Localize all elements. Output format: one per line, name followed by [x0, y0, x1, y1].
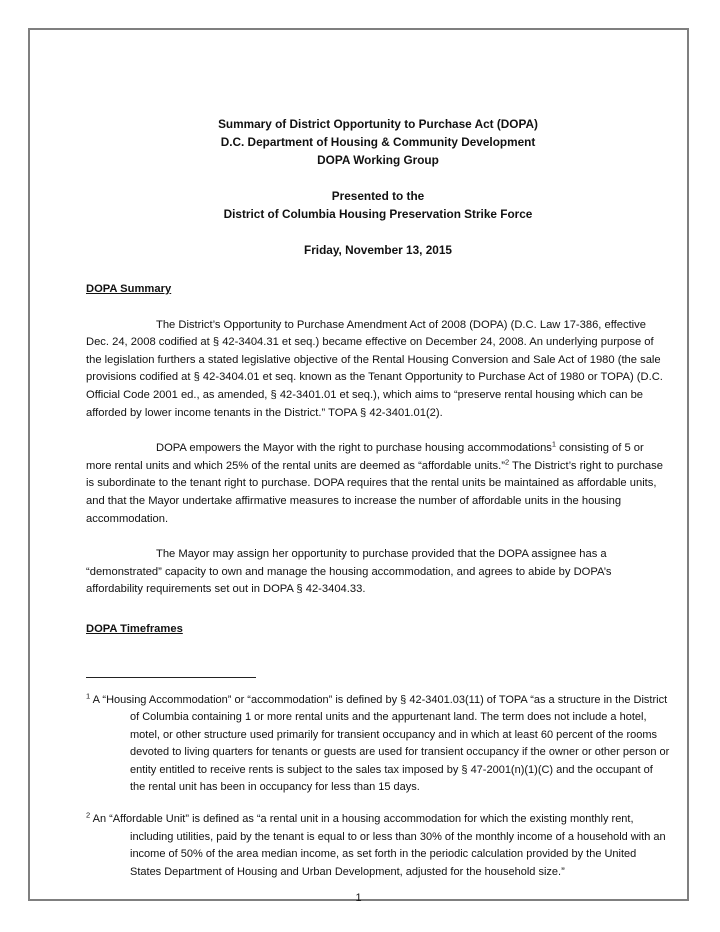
footnote-1-text: A “Housing Accommodation” or “accommodation” is defined by § 42-3401.03(11) of TOPA “as a structure in the District of Columbia containing 1 or more rental units and the appurtenant land. The term does not include a hotel, motel, or other structure used primarily for transient occupancy and in which at least 60 percent of the rooms devoted to living quarters for tenants or guests are used for transient occupancy if the owner or other person or entity entitled to receive rents is subject to the sales tax imposed by § 47-2001(n)(1)(C) and the occupant of the rental unit has been in occupancy for less than 15 days.	[90, 693, 670, 794]
paragraph-2-part-a: DOPA empowers the Mayor with the right to purchase housing accommodations	[156, 442, 552, 455]
title-line-3: DOPA Working Group	[317, 153, 439, 167]
paragraph-2-part-b: consisting of 5 or more rental units and which 25% of the rental units are deemed as “affordable units.”	[86, 442, 644, 472]
title-line-2: D.C. Department of Housing & Community Development	[220, 135, 536, 149]
footnote-ref-2[interactable]: 2	[504, 457, 510, 467]
document-page	[28, 28, 689, 904]
title-block	[86, 115, 670, 259]
footnote-2-number: 2	[86, 810, 91, 820]
footnote-1-number: 1	[86, 690, 91, 700]
paragraph-2-part-c: The District’s right to purchase is subordinate to the tenant right to purchase. DOPA requires that the rental units be maintained as affordable units, and that the Mayor undertake affirmative measures to increase the number of affordable units in the housing accommodation.	[86, 459, 663, 525]
title-date: Friday, November 13, 2015	[304, 243, 452, 257]
title-line-1: Summary of District Opportunity to Purchase Act (DOPA)	[218, 117, 538, 131]
paragraph-1: The District’s Opportunity to Purchase Amendment Act of 2008 (DOPA) (D.C. Law 17-386, effective Dec. 24, 2008 codified at § 42-3404.31 et seq.) became effective on December 24, 2008. An underlying purpose of the legislation furthers a stated legislative objective of the Rental Housing Conversion and Sale Act of 1980 (the sale provisions codified at § 42-3404.01 et seq. known as the Tenant Opportunity to Purchase Act of 1980 or TOPA) (D.C. Official Code 2001 ed., as amended, § 42-3401.01 et seq.), which aims to “preserve rental housing which can be afforded by lower income tenants in the District.” TOPA § 42-3401.01(2).	[86, 318, 663, 419]
section-heading-timeframes: DOPA Timeframes	[86, 622, 183, 635]
title-line-4: Presented to the	[331, 189, 425, 203]
title-line-5: District of Columbia Housing Preservation Strike Force	[223, 207, 533, 221]
document-body	[86, 86, 670, 881]
paragraph-3: The Mayor may assign her opportunity to purchase provided that the DOPA assignee has a “demonstrated” capacity to own and manage the housing accommodation, and agrees to abide by DOPA’s affordability requirements set out in DOPA § 42-3404.33.	[86, 548, 612, 596]
footnote-2-text: An “Affordable Unit” is defined as “a rental unit in a housing accommodation for which the existing monthly rent, including utilities, paid by the tenant is equal to or less than 30% of the monthly income of a household with an income of 50% of the area median income, as set forth in the periodic calculation provided by the United States Department of Housing and Urban Development, adjusted for the household size.”	[90, 813, 666, 878]
section-heading-summary: DOPA Summary	[86, 283, 172, 295]
footnote-separator	[86, 677, 256, 678]
paragraph-2	[86, 440, 670, 528]
footnote-1	[86, 692, 670, 798]
footnote-ref-1[interactable]: 1	[551, 439, 557, 449]
page-number: 1	[355, 892, 362, 904]
footnote-2	[86, 811, 670, 881]
